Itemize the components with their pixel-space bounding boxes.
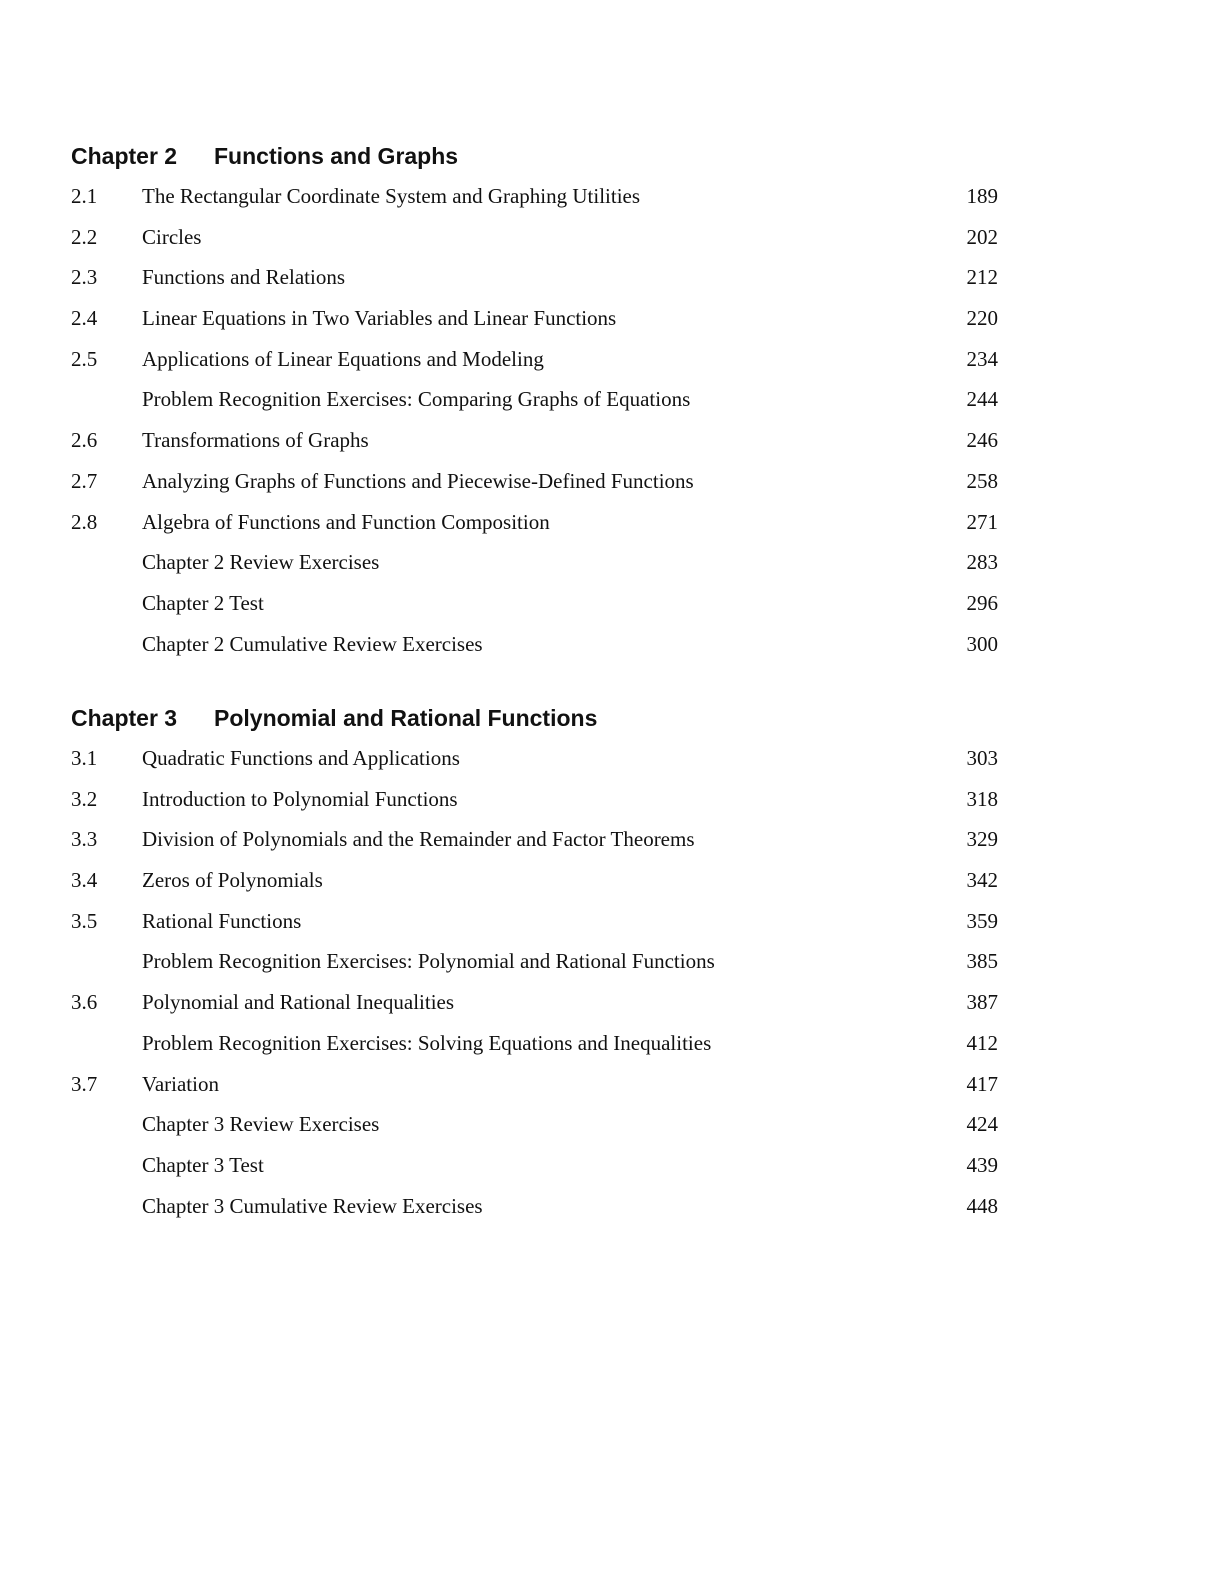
toc-entry (0, 1070, 1224, 1111)
toc-entry (0, 947, 1224, 988)
page-number: 300 (966, 631, 998, 656)
toc-entry (0, 988, 1224, 1029)
toc-entry (0, 907, 1224, 948)
section-title: Chapter 2 Cumulative Review Exercises (142, 631, 483, 656)
page-number: 271 (966, 509, 998, 534)
section-title: Quadratic Functions and Applications (142, 746, 460, 770)
toc-entry (0, 589, 1224, 630)
page-number: 244 (966, 387, 998, 412)
section-number: 3.3 (71, 827, 98, 852)
page-number: 439 (966, 1152, 998, 1177)
section-title: Problem Recognition Exercises: Polynomial and Rational Functions (142, 949, 715, 974)
section-number: 3.6 (71, 990, 98, 1015)
entry-list (0, 182, 1224, 670)
section-title: Variation (142, 1071, 219, 1096)
toc-entry (0, 548, 1224, 589)
section-number: 3.4 (71, 868, 98, 893)
section-number: 2.6 (71, 428, 98, 453)
toc-entry (0, 508, 1224, 549)
page-number: 417 (966, 1071, 998, 1096)
toc-entry (0, 263, 1224, 304)
chapter-section (0, 140, 1224, 670)
section-title: The Rectangular Coordinate System and Graphing Utilities (142, 184, 641, 208)
section-title: Transformations of Graphs (142, 428, 369, 453)
section-title: Polynomial and Rational Inequalities (142, 990, 455, 1015)
chapter-title: Polynomial and Rational Functions (214, 705, 598, 731)
section-title: Circles (142, 224, 202, 249)
toc-entry (0, 345, 1224, 386)
section-title: Introduction to Polynomial Functions (142, 786, 458, 811)
page-number: 385 (966, 949, 998, 974)
page-number: 318 (966, 786, 998, 811)
toc-entry (0, 467, 1224, 508)
section-title: Rational Functions (142, 908, 302, 933)
section-number: 3.5 (71, 908, 98, 933)
toc-entry (0, 630, 1224, 671)
toc-entry (0, 744, 1224, 785)
section-title: Problem Recognition Exercises: Solving Equations and Inequalities (142, 1030, 712, 1055)
section-number: 3.1 (71, 746, 98, 770)
section-number: 2.2 (71, 224, 98, 249)
entry-list (0, 744, 1224, 1232)
section-title: Division of Polynomials and the Remainder and Factor Theorems (142, 827, 695, 852)
section-title: Chapter 3 Review Exercises (142, 1112, 380, 1137)
page-number: 412 (966, 1030, 998, 1055)
toc-entry (0, 304, 1224, 345)
chapter-heading (0, 140, 1224, 176)
page-number: 212 (966, 265, 998, 290)
toc-entry (0, 825, 1224, 866)
page-number: 329 (966, 827, 998, 852)
page-number: 303 (966, 746, 998, 770)
section-title: Problem Recognition Exercises: Comparing Graphs of Equations (142, 387, 691, 412)
section-number: 2.5 (71, 346, 98, 371)
page-number: 258 (966, 468, 998, 493)
toc-entry (0, 385, 1224, 426)
page-number: 220 (966, 306, 998, 331)
page-number: 342 (966, 868, 998, 893)
section-title: Functions and Relations (142, 265, 345, 290)
page-number: 424 (966, 1112, 998, 1137)
page-number: 283 (966, 550, 998, 575)
section-title: Chapter 3 Test (142, 1152, 264, 1177)
section-title: Linear Equations in Two Variables and Linear Functions (142, 306, 617, 331)
page-number: 234 (966, 346, 998, 371)
toc-entry (0, 223, 1224, 264)
section-number: 2.7 (71, 468, 98, 493)
section-title: Chapter 2 Test (142, 590, 264, 615)
page-number: 246 (966, 428, 998, 453)
section-title: Chapter 2 Review Exercises (142, 550, 380, 575)
page-number: 189 (966, 184, 998, 208)
section-number: 3.7 (71, 1071, 98, 1096)
section-number: 2.8 (71, 509, 98, 534)
page-number: 448 (966, 1193, 998, 1218)
toc-entry (0, 1110, 1224, 1151)
toc-entry (0, 426, 1224, 467)
section-title: Chapter 3 Cumulative Review Exercises (142, 1193, 483, 1218)
chapter-heading (0, 702, 1224, 738)
toc-entry (0, 1029, 1224, 1070)
section-title: Zeros of Polynomials (142, 868, 323, 893)
toc-entry (0, 785, 1224, 826)
toc-entry (0, 182, 1224, 223)
chapter-section (0, 702, 1224, 1232)
toc-entry (0, 866, 1224, 907)
section-title: Analyzing Graphs of Functions and Piecewise-Defined Functions (142, 468, 694, 493)
toc-entry (0, 1192, 1224, 1233)
section-number: 2.1 (71, 184, 98, 208)
section-number: 2.3 (71, 265, 98, 290)
section-number: 2.4 (71, 306, 98, 331)
chapter-label: Chapter 3 (71, 705, 178, 731)
section-number: 3.2 (71, 786, 98, 811)
chapter-title: Functions and Graphs (214, 143, 459, 169)
page-number: 296 (966, 590, 998, 615)
page-number: 359 (966, 908, 998, 933)
toc-entry (0, 1151, 1224, 1192)
chapter-label: Chapter 2 (71, 143, 178, 169)
page-number: 387 (966, 990, 998, 1015)
section-title: Applications of Linear Equations and Modeling (142, 346, 544, 371)
section-title: Algebra of Functions and Function Composition (142, 509, 550, 534)
page-number: 202 (966, 224, 998, 249)
